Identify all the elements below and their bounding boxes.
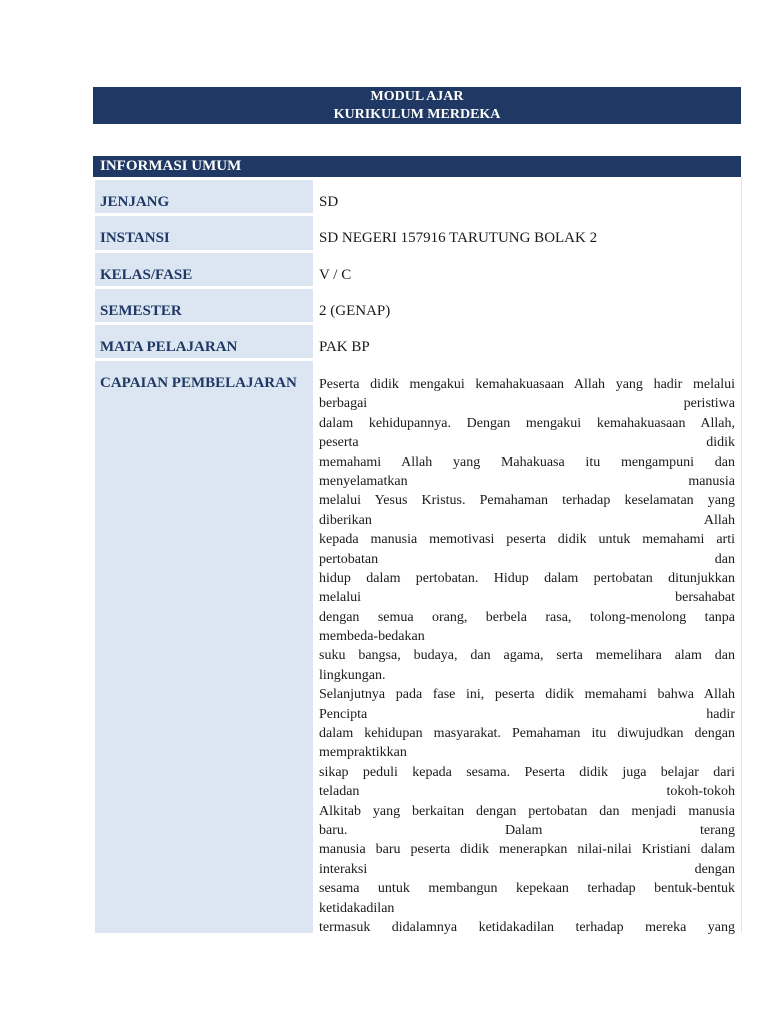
capaian-line: sikap peduli kepada sesama. Peserta didik juga belajar dari [319,764,735,780]
capaian-line: interaksi dengan [319,861,735,877]
capaian-line: lingkungan. [319,667,386,683]
title-line-1: MODUL AJAR [370,89,464,104]
capaian-line: kepada manusia memotivasi peserta didik untuk memahami arti [319,532,735,548]
row-label-instansi: INSTANSI [95,216,313,250]
capaian-line: Alkitab yang berkaitan dengan pertobatan dan menjadi manusia [319,803,735,819]
section-header-informasi-umum: INFORMASI UMUM [93,156,741,177]
capaian-line: dalam kehidupannya. Dengan mengakui kemahakuasaan Allah, [319,415,735,431]
title-line-2: KURIKULUM MERDEKA [333,107,501,122]
row-label-mata-pelajaran: MATA PELAJARAN [95,325,313,358]
capaian-line: memahami Allah yang Mahakuasa itu mengampuni dan [319,454,735,470]
capaian-line: membeda-bedakan [319,629,425,645]
row-label-semester: SEMESTER [95,289,313,322]
row-value-instansi: SD NEGERI 157916 TARUTUNG BOLAK 2 [319,230,598,246]
capaian-line: termasuk didalamnya ketidakadilan terhadap mereka yang [319,919,735,935]
table-right-border [741,177,742,933]
row-label-capaian-pembelajaran: CAPAIAN PEMBELAJARAN [95,361,313,933]
row-value-jenjang: SD [319,194,339,210]
capaian-line: sesama untuk membangun kepekaan terhadap bentuk-bentuk [319,881,735,897]
row-label-jenjang: JENJANG [95,180,313,213]
capaian-line: dalam kehidupan masyarakat. Pemahaman itu diwujudkan dengan [319,726,735,742]
capaian-pembelajaran-text [319,375,735,937]
capaian-line: melalui Yesus Kristus. Pemahaman terhadap keselamatan yang [319,493,735,509]
capaian-line: menyelamatkan manusia [319,473,735,489]
capaian-line: ketidakadilan [319,900,395,916]
capaian-line: teladan tokoh-tokoh [319,784,735,800]
row-value-mata-pelajaran: PAK BP [319,339,370,355]
capaian-line: baru. Dalam terang [319,822,735,838]
document-title-bar [93,87,741,124]
capaian-line: berbagai peristiwa [319,396,735,412]
capaian-line: Peserta didik mengakui kemahakuasaan Allah yang hadir melalui [319,377,735,392]
capaian-line: suku bangsa, budaya, dan agama, serta memelihara alam dan [319,648,735,664]
capaian-line: peserta didik [319,435,735,451]
capaian-line: Pencipta hadir [319,706,735,722]
capaian-line: manusia baru peserta didik menerapkan nilai-nilai Kristiani dalam [319,842,735,858]
row-value-kelas-fase: V / C [319,267,352,283]
capaian-line: dengan semua orang, berbela rasa, tolong-menolong tanpa [319,609,735,625]
capaian-line: Selanjutnya pada fase ini, peserta didik memahami bahwa Allah [319,687,735,703]
capaian-line: hidup dalam pertobatan. Hidup dalam pertobatan ditunjukkan [319,570,735,586]
capaian-line: mempraktikkan [319,745,407,761]
row-label-kelas-fase: KELAS/FASE [95,253,313,286]
capaian-line: pertobatan dan [319,551,735,567]
row-value-semester: 2 (GENAP) [319,303,391,319]
capaian-line: melalui bersahabat [319,590,735,606]
capaian-line: diberikan Allah [319,512,735,528]
